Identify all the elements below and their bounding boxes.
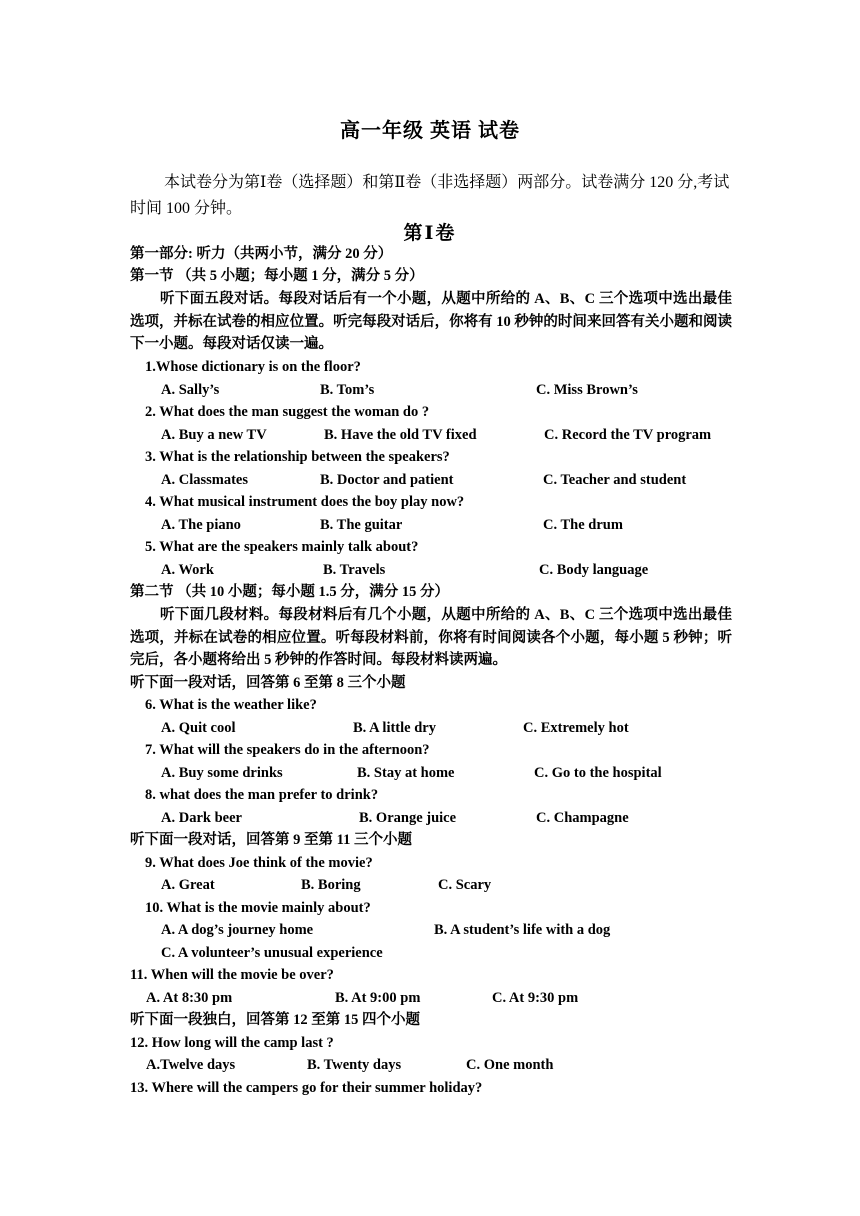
- question-2-option-a: A. Buy a new TV: [161, 427, 267, 443]
- question-10-option-b: B. A student’s life with a dog: [434, 922, 611, 938]
- question-1-option-c: C. Miss Brown’s: [536, 382, 638, 398]
- question-8-option-a: A. Dark beer: [161, 810, 242, 826]
- part1-heading: 第一部分: 听力（共两小节，满分 20 分）: [130, 246, 393, 262]
- section1-heading: 第一节 （共 5 小题；每小题 1 分，满分 5 分）: [130, 268, 424, 284]
- question-5-option-a: A. Work: [161, 562, 214, 578]
- question-7-option-a: A. Buy some drinks: [161, 765, 283, 781]
- question-8-option-b: B. Orange juice: [359, 810, 457, 826]
- monologue-intro: 听下面一段独白，回答第 12 至第 15 四个小题: [130, 1012, 420, 1028]
- question-1-option-b: B. Tom’s: [320, 382, 375, 398]
- question-12-option-a: A.Twelve days: [146, 1057, 236, 1073]
- question-3: 3. What is the relationship between the speakers?: [145, 449, 450, 465]
- question-13: 13. Where will the campers go for their summer holiday?: [130, 1080, 483, 1096]
- question-4-option-c: C. The drum: [543, 517, 623, 533]
- exam-title: 高一年级 英语 试卷: [340, 120, 520, 142]
- question-9-option-c: C. Scary: [438, 877, 492, 893]
- question-11-option-c: C. At 9:30 pm: [492, 990, 579, 1006]
- volume1-heading: 第Ⅰ卷: [403, 223, 457, 244]
- dialogue-intro-1: 听下面一段对话，回答第 6 至第 8 三个小题: [130, 675, 406, 691]
- question-7: 7. What will the speakers do in the afternoon?: [145, 742, 430, 758]
- question-4: 4. What musical instrument does the boy play now?: [145, 494, 465, 510]
- question-9-option-b: B. Boring: [301, 877, 361, 893]
- question-12-option-b: B. Twenty days: [307, 1057, 402, 1073]
- question-4-option-b: B. The guitar: [320, 517, 403, 533]
- question-2-option-b: B. Have the old TV fixed: [324, 427, 477, 443]
- section2-heading: 第二节 （共 10 小题；每小题 1.5 分，满分 15 分）: [130, 584, 449, 600]
- question-2-option-c: C. Record the TV program: [544, 427, 712, 443]
- question-4-option-a: A. The piano: [161, 517, 241, 533]
- question-12: 12. How long will the camp last ?: [130, 1035, 334, 1051]
- question-7-option-c: C. Go to the hospital: [534, 765, 662, 781]
- exam-intro: 本试卷分为第Ⅰ卷（选择题）和第Ⅱ卷（非选择题）两部分。试卷满分 120 分,考试时间 100 分钟。: [130, 174, 730, 217]
- question-11: 11. When will the movie be over?: [130, 967, 334, 983]
- question-3-option-b: B. Doctor and patient: [320, 472, 454, 488]
- question-8: 8. what does the man prefer to drink?: [145, 787, 379, 803]
- question-9: 9. What does Joe think of the movie?: [145, 855, 373, 871]
- question-5-option-c: C. Body language: [539, 562, 649, 578]
- question-10-option-a: A. A dog’s journey home: [161, 922, 314, 938]
- section1-instructions: 听下面五段对话。每段对话后有一个小题，从题中所给的 A、B、C 三个选项中选出最佳选项，并标在试卷的相应位置。听完每段对话后，你将有 10 秒钟的时间来回答有关小题和阅读下一小题。每段对话仅读一遍。: [130, 291, 732, 353]
- question-7-option-b: B. Stay at home: [357, 765, 455, 781]
- question-3-option-c: C. Teacher and student: [543, 472, 687, 488]
- question-5-option-b: B. Travels: [323, 562, 386, 578]
- dialogue-intro-2: 听下面一段对话，回答第 9 至第 11 三个小题: [130, 832, 412, 848]
- question-11-option-a: A. At 8:30 pm: [146, 990, 233, 1006]
- question-6-option-c: C. Extremely hot: [523, 720, 629, 736]
- question-6-option-a: A. Quit cool: [161, 720, 236, 736]
- question-1: 1.Whose dictionary is on the floor?: [145, 359, 361, 375]
- question-12-option-c: C. One month: [466, 1057, 554, 1073]
- section2-instructions: 听下面几段材料。每段材料后有几个小题，从题中所给的 A、B、C 三个选项中选出最佳选项，并标在试卷的相应位置。听每段材料前，你将有时间阅读各个小题，每小题 5 秒钟；听完后，各小题将给出 5 秒钟的作答时间。每段材料读两遍。: [130, 607, 732, 669]
- question-8-option-c: C. Champagne: [536, 810, 629, 826]
- question-11-option-b: B. At 9:00 pm: [335, 990, 421, 1006]
- question-6: 6. What is the weather like?: [145, 697, 317, 713]
- question-3-option-a: A. Classmates: [161, 472, 248, 488]
- question-6-option-b: B. A little dry: [353, 720, 436, 736]
- question-10: 10. What is the movie mainly about?: [145, 900, 371, 916]
- question-10-option-c: C. A volunteer’s unusual experience: [161, 945, 383, 961]
- question-9-option-a: A. Great: [161, 877, 215, 893]
- question-1-option-a: A. Sally’s: [161, 382, 220, 398]
- question-5: 5. What are the speakers mainly talk about?: [145, 539, 419, 555]
- question-2: 2. What does the man suggest the woman do ?: [145, 404, 430, 420]
